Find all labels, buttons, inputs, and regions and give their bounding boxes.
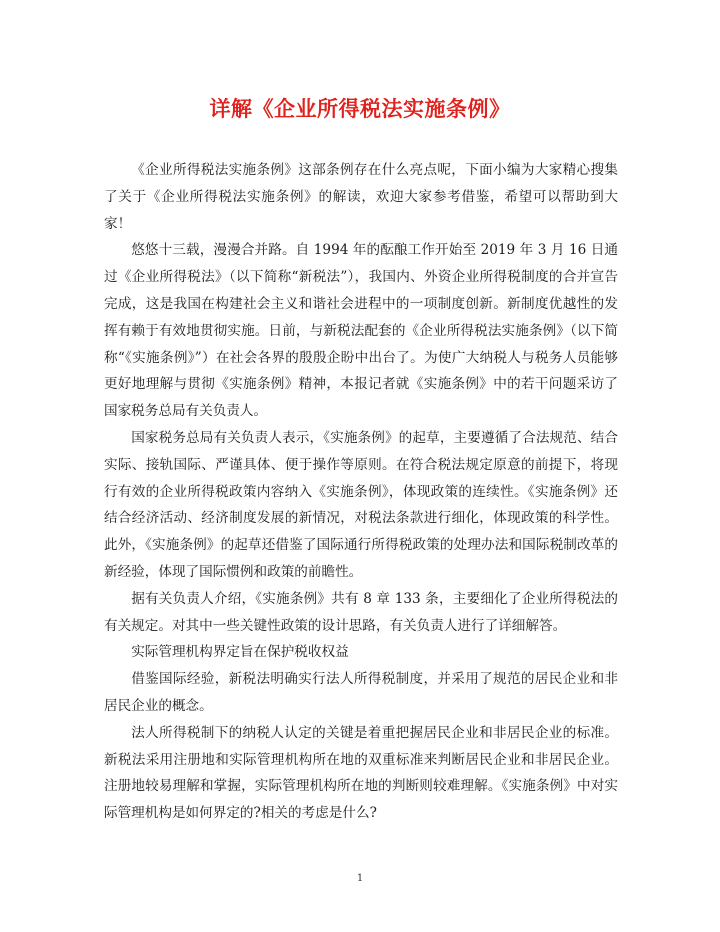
document-title: 详解《企业所得税法实施条例》: [209, 96, 511, 121]
paragraph-intro: 《企业所得税法实施条例》这部条例存在什么亮点呢，下面小编为大家精心搜集了关于《企业所得税法实施条例》的解读，欢迎大家参考借鉴，希望可以帮助到大家！: [104, 162, 618, 232]
document-body: [104, 157, 618, 827]
paragraph-international: 借鉴国际经验，新税法明确实行法人所得税制度，并采用了规范的居民企业和非居民企业的概念。: [104, 671, 618, 714]
paragraph-principles: 国家税务总局有关负责人表示，《实施条例》的起草，主要遵循了合法规范、结合实际、接轨国际、严谨具体、便于操作等原则。在符合税法规定原意的前提下，将现行有效的企业所得税政策内容纳入《实施条例》，体现政策的连续性。《实施条例》还结合经济活动、经济制度发展的新情况，对税法条款进行细化，体现政策的科学性。此外，《实施条例》的起草还借鉴了国际通行所得税政策的处理办法和国际税制改革的新经验，体现了国际惯例和政策的前瞻性。: [104, 429, 618, 580]
paragraph-residency: 法人所得税制下的纳税人认定的关键是着重把握居民企业和非居民企业的标准。新税法采用注册地和实际管理机构所在地的双重标准来判断居民企业和非居民企业。注册地较易理解和掌握，实际管理机构所在地的判断则较难理解。《实施条例》中对实际管理机构是如何界定的?相关的考虑是什么?: [104, 724, 618, 822]
paragraph-structure: 据有关负责人介绍，《实施条例》共有 8 章 133 条，主要细化了企业所得税法的有关规定。对其中一些关键性政策的设计思路，有关负责人进行了详细解答。: [104, 590, 618, 634]
page-number: 1: [356, 873, 364, 884]
paragraph-background: 悠悠十三载，漫漫合并路。自 1994 年的酝酿工作开始至 2019 年 3 月 16 日通过《企业所得税法》（以下简称“新税法”），我国内、外资企业所得税制度的合并宣告完成，这是我国在构建社会主义和谐社会进程中的一项制度创新。新制度优越性的发挥有赖于有效地贯彻实施。日前，与新税法配套的《企业所得税法实施条例》（以下简称“《实施条例》”）在社会各界的殷殷企盼中出台了。为使广大纳税人与税务人员能够更好地理解与贯彻《实施条例》精神，本报记者就《实施条例》中的若干问题采访了国家税务总局有关负责人。: [104, 242, 618, 420]
section-heading: 实际管理机构界定旨在保护税收权益: [131, 644, 349, 661]
